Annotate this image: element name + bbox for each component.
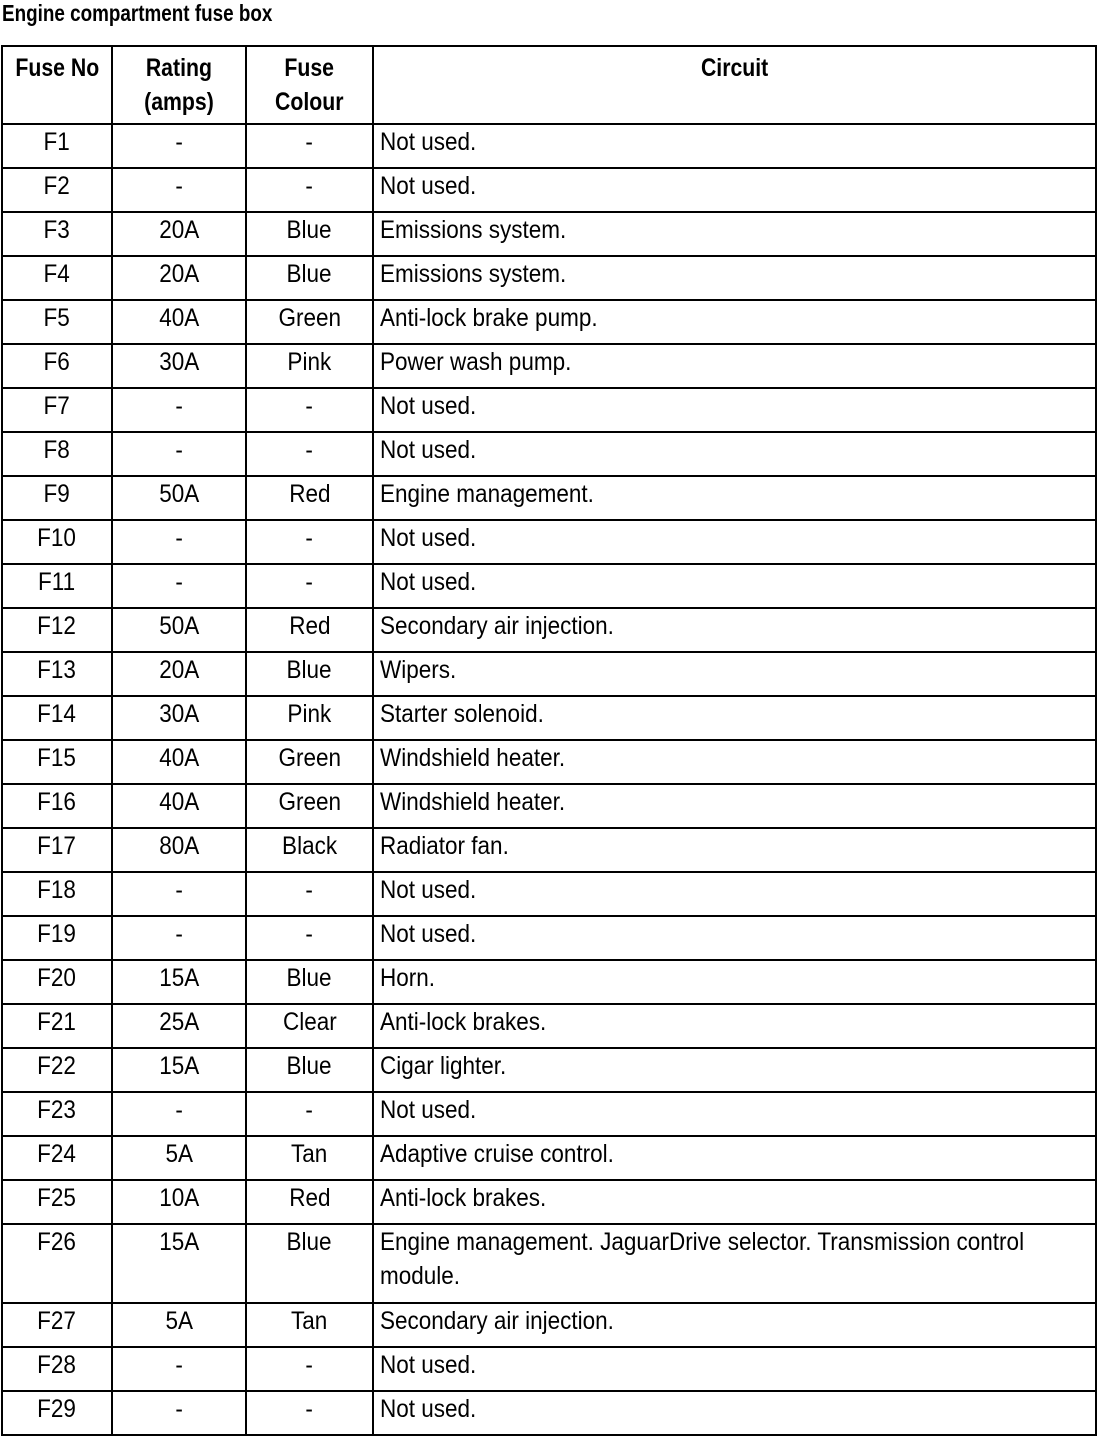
fuse-number-cell <box>2 124 112 168</box>
circuit-cell <box>373 476 1096 520</box>
colour-cell <box>246 1391 373 1435</box>
header-circuit-label: Circuit <box>700 54 769 82</box>
rating-cell-text: - <box>175 568 183 596</box>
rating-cell <box>112 476 246 520</box>
circuit-cell-text: Emissions system. <box>380 260 567 288</box>
rating-cell-text: - <box>175 1395 183 1423</box>
rating-cell-text: - <box>175 876 183 904</box>
fuse-number-cell <box>2 344 112 388</box>
circuit-cell <box>373 828 1096 872</box>
colour-cell-text: Clear <box>282 1008 337 1036</box>
table-row <box>2 520 1096 564</box>
colour-cell <box>246 1092 373 1136</box>
fuse-number-cell <box>2 1224 112 1303</box>
table-row <box>2 828 1096 872</box>
circuit-cell-text: Horn. <box>380 964 436 992</box>
circuit-cell-text: Not used. <box>380 128 477 156</box>
colour-cell <box>246 388 373 432</box>
table-row <box>2 300 1096 344</box>
circuit-cell <box>373 124 1096 168</box>
table-row <box>2 696 1096 740</box>
circuit-cell <box>373 344 1096 388</box>
rating-cell <box>112 872 246 916</box>
circuit-cell <box>373 388 1096 432</box>
table-row <box>2 256 1096 300</box>
fuse-number-cell-text: F18 <box>37 876 77 904</box>
fuse-number-cell <box>2 652 112 696</box>
fuse-number-cell <box>2 476 112 520</box>
rating-cell-text: 30A <box>158 700 200 728</box>
circuit-cell-text: Not used. <box>380 876 477 904</box>
circuit-cell-text: Engine management. JaguarDrive selector. Transmission control module. <box>380 1228 1025 1290</box>
rating-cell <box>112 168 246 212</box>
colour-cell-text: Red <box>288 480 331 508</box>
colour-cell <box>246 960 373 1004</box>
circuit-cell <box>373 652 1096 696</box>
fuse-number-cell-text: F22 <box>37 1052 77 1080</box>
circuit-cell <box>373 212 1096 256</box>
circuit-cell <box>373 872 1096 916</box>
circuit-cell-text: Not used. <box>380 524 477 552</box>
rating-cell-text: 5A <box>165 1140 193 1168</box>
fuse-number-cell-text: F3 <box>43 216 71 244</box>
rating-cell-text: 15A <box>158 1052 200 1080</box>
fuse-number-cell-text: F21 <box>37 1008 77 1036</box>
circuit-cell <box>373 1180 1096 1224</box>
rating-cell <box>112 1092 246 1136</box>
colour-cell-text: Blue <box>286 1052 333 1080</box>
colour-cell-text: - <box>305 436 314 464</box>
table-row <box>2 1391 1096 1435</box>
header-fuse-colour <box>246 46 373 124</box>
table-row <box>2 784 1096 828</box>
colour-cell <box>246 344 373 388</box>
table-row <box>2 344 1096 388</box>
colour-cell-text: Pink <box>287 348 332 376</box>
table-row <box>2 1048 1096 1092</box>
colour-cell-text: - <box>305 524 314 552</box>
fuse-number-cell <box>2 520 112 564</box>
fuse-number-cell-text: F6 <box>43 348 71 376</box>
table-row <box>2 388 1096 432</box>
fuse-number-cell <box>2 1391 112 1435</box>
fuse-number-cell-text: F28 <box>37 1351 77 1379</box>
circuit-cell-text: Not used. <box>380 392 477 420</box>
header-rating <box>112 46 246 124</box>
colour-cell <box>246 1347 373 1391</box>
colour-cell-text: Red <box>288 1184 331 1212</box>
fuse-number-cell-text: F11 <box>38 568 76 596</box>
colour-cell-text: Red <box>288 612 331 640</box>
fuse-number-cell-text: F16 <box>37 788 77 816</box>
fuse-number-cell <box>2 256 112 300</box>
fuse-number-cell-text: F9 <box>43 480 71 508</box>
fuse-number-cell-text: F4 <box>43 260 71 288</box>
circuit-cell-text: Power wash pump. <box>380 348 572 376</box>
fuse-number-cell <box>2 1004 112 1048</box>
circuit-cell <box>373 520 1096 564</box>
table-row <box>2 1180 1096 1224</box>
rating-cell <box>112 608 246 652</box>
table-row <box>2 1136 1096 1180</box>
circuit-cell-text: Not used. <box>380 920 477 948</box>
colour-cell-text: Blue <box>286 260 333 288</box>
table-row <box>2 916 1096 960</box>
table-row <box>2 608 1096 652</box>
circuit-cell-text: Not used. <box>380 436 477 464</box>
circuit-cell <box>373 1224 1096 1303</box>
circuit-cell-text: Anti-lock brake pump. <box>380 304 598 332</box>
fuse-number-cell-text: F19 <box>37 920 77 948</box>
colour-cell-text: - <box>305 172 314 200</box>
table-header-row <box>2 46 1096 124</box>
rating-cell <box>112 300 246 344</box>
rating-cell <box>112 344 246 388</box>
colour-cell <box>246 872 373 916</box>
rating-cell <box>112 256 246 300</box>
fuse-number-cell-text: F14 <box>37 700 77 728</box>
header-rating-line2: (amps) <box>144 88 214 116</box>
circuit-cell <box>373 960 1096 1004</box>
rating-cell <box>112 1347 246 1391</box>
fuse-number-cell <box>2 168 112 212</box>
rating-cell-text: - <box>175 920 183 948</box>
fuse-number-cell <box>2 388 112 432</box>
colour-cell-text: Tan <box>291 1307 328 1335</box>
circuit-cell <box>373 916 1096 960</box>
fuse-number-cell <box>2 960 112 1004</box>
colour-cell-text: - <box>305 876 314 904</box>
fuse-number-cell <box>2 1136 112 1180</box>
circuit-cell <box>373 608 1096 652</box>
table-row <box>2 476 1096 520</box>
table-row <box>2 168 1096 212</box>
rating-cell-text: 20A <box>158 216 200 244</box>
rating-cell-text: 15A <box>158 964 200 992</box>
circuit-cell-text: Anti-lock brakes. <box>380 1008 547 1036</box>
colour-cell-text: - <box>305 1351 314 1379</box>
circuit-cell <box>373 740 1096 784</box>
rating-cell <box>112 124 246 168</box>
fuse-number-cell-text: F2 <box>43 172 71 200</box>
colour-cell-text: Pink <box>287 700 332 728</box>
colour-cell-text: Green <box>278 304 341 332</box>
rating-cell <box>112 1180 246 1224</box>
fuse-number-cell-text: F13 <box>37 656 77 684</box>
header-fuse-no <box>2 46 112 124</box>
rating-cell-text: 30A <box>158 348 200 376</box>
table-row <box>2 872 1096 916</box>
fuse-number-cell <box>2 1180 112 1224</box>
rating-cell <box>112 652 246 696</box>
fuse-number-cell <box>2 1092 112 1136</box>
colour-cell-text: Blue <box>286 964 333 992</box>
circuit-cell-text: Not used. <box>380 568 477 596</box>
rating-cell <box>112 740 246 784</box>
fuse-number-cell-text: F23 <box>37 1096 77 1124</box>
colour-cell <box>246 1004 373 1048</box>
fuse-number-cell-text: F26 <box>37 1228 77 1256</box>
circuit-cell-text: Radiator fan. <box>380 832 509 860</box>
fuse-number-cell <box>2 784 112 828</box>
rating-cell-text: 25A <box>158 1008 200 1036</box>
circuit-cell-text: Wipers. <box>380 656 457 684</box>
circuit-cell-text: Not used. <box>380 1351 477 1379</box>
fuse-number-cell-text: F20 <box>37 964 77 992</box>
rating-cell <box>112 388 246 432</box>
rating-cell-text: 20A <box>158 260 200 288</box>
rating-cell <box>112 828 246 872</box>
colour-cell <box>246 168 373 212</box>
colour-cell <box>246 1180 373 1224</box>
table-row <box>2 212 1096 256</box>
page-title: Engine compartment fuse box <box>2 0 273 26</box>
circuit-cell <box>373 256 1096 300</box>
rating-cell-text: - <box>175 128 183 156</box>
circuit-cell-text: Engine management. <box>380 480 594 508</box>
circuit-cell <box>373 564 1096 608</box>
rating-cell-text: 40A <box>158 304 200 332</box>
rating-cell <box>112 520 246 564</box>
table-row <box>2 1347 1096 1391</box>
table-row <box>2 1224 1096 1303</box>
rating-cell-text: - <box>175 392 183 420</box>
colour-cell-text: Blue <box>286 656 333 684</box>
fuse-number-cell <box>2 696 112 740</box>
colour-cell-text: - <box>305 128 314 156</box>
circuit-cell <box>373 432 1096 476</box>
colour-cell <box>246 696 373 740</box>
fuse-number-cell-text: F10 <box>37 524 77 552</box>
colour-cell <box>246 608 373 652</box>
rating-cell <box>112 1004 246 1048</box>
rating-cell <box>112 784 246 828</box>
colour-cell-text: Green <box>278 744 341 772</box>
circuit-cell-text: Not used. <box>380 1395 477 1423</box>
fuse-number-cell-text: F25 <box>37 1184 77 1212</box>
table-row <box>2 960 1096 1004</box>
colour-cell <box>246 916 373 960</box>
circuit-cell <box>373 168 1096 212</box>
colour-cell <box>246 1303 373 1347</box>
table-row <box>2 564 1096 608</box>
fuse-number-cell <box>2 1347 112 1391</box>
colour-cell <box>246 564 373 608</box>
fuse-number-cell-text: F27 <box>37 1307 77 1335</box>
colour-cell-text: - <box>305 1096 314 1124</box>
rating-cell-text: 10A <box>158 1184 200 1212</box>
fuse-number-cell-text: F15 <box>37 744 77 772</box>
rating-cell-text: 20A <box>158 656 200 684</box>
rating-cell-text: 80A <box>158 832 200 860</box>
rating-cell-text: 5A <box>165 1307 193 1335</box>
fuse-number-cell <box>2 872 112 916</box>
colour-cell <box>246 1136 373 1180</box>
colour-cell-text: Blue <box>286 216 333 244</box>
fuse-number-cell <box>2 1303 112 1347</box>
fuse-number-cell-text: F1 <box>43 128 71 156</box>
rating-cell-text: - <box>175 1351 183 1379</box>
fuse-number-cell <box>2 564 112 608</box>
header-colour-line2: Colour <box>275 88 344 116</box>
colour-cell <box>246 828 373 872</box>
fuse-number-cell <box>2 740 112 784</box>
circuit-cell <box>373 1092 1096 1136</box>
rating-cell-text: - <box>175 524 183 552</box>
colour-cell <box>246 476 373 520</box>
colour-cell-text: - <box>305 1395 314 1423</box>
colour-cell-text: Black <box>281 832 338 860</box>
circuit-cell-text: Not used. <box>380 1096 477 1124</box>
fuse-number-cell <box>2 916 112 960</box>
rating-cell <box>112 212 246 256</box>
circuit-cell <box>373 1136 1096 1180</box>
fuse-number-cell <box>2 212 112 256</box>
fuse-number-cell-text: F17 <box>37 832 77 860</box>
rating-cell-text: 50A <box>158 612 200 640</box>
colour-cell <box>246 1224 373 1303</box>
circuit-cell-text: Starter solenoid. <box>380 700 544 728</box>
circuit-cell <box>373 300 1096 344</box>
circuit-cell <box>373 1004 1096 1048</box>
colour-cell-text: Blue <box>286 1228 333 1256</box>
circuit-cell <box>373 696 1096 740</box>
rating-cell-text: 15A <box>158 1228 200 1256</box>
table-row <box>2 124 1096 168</box>
fuse-table <box>1 45 1097 1436</box>
rating-cell <box>112 1391 246 1435</box>
circuit-cell-text: Cigar lighter. <box>380 1052 507 1080</box>
fuse-number-cell-text: F7 <box>43 392 71 420</box>
fuse-number-cell <box>2 300 112 344</box>
table-row <box>2 1092 1096 1136</box>
header-circuit <box>373 46 1096 124</box>
fuse-number-cell-text: F12 <box>37 612 77 640</box>
rating-cell <box>112 1303 246 1347</box>
colour-cell <box>246 300 373 344</box>
rating-cell <box>112 564 246 608</box>
circuit-cell <box>373 1303 1096 1347</box>
circuit-cell <box>373 1048 1096 1092</box>
colour-cell-text: Tan <box>291 1140 328 1168</box>
fuse-number-cell <box>2 828 112 872</box>
colour-cell <box>246 652 373 696</box>
table-row <box>2 1303 1096 1347</box>
colour-cell-text: - <box>305 568 314 596</box>
rating-cell-text: - <box>175 1096 183 1124</box>
table-row <box>2 1004 1096 1048</box>
rating-cell <box>112 432 246 476</box>
rating-cell <box>112 1136 246 1180</box>
fuse-number-cell-text: F5 <box>43 304 71 332</box>
circuit-cell-text: Adaptive cruise control. <box>380 1140 614 1168</box>
rating-cell <box>112 1224 246 1303</box>
rating-cell <box>112 1048 246 1092</box>
rating-cell-text: 40A <box>158 744 200 772</box>
colour-cell <box>246 256 373 300</box>
circuit-cell-text: Anti-lock brakes. <box>380 1184 547 1212</box>
circuit-cell-text: Windshield heater. <box>380 788 566 816</box>
fuse-number-cell-text: F8 <box>43 436 71 464</box>
colour-cell <box>246 784 373 828</box>
circuit-cell-text: Secondary air injection. <box>380 1307 614 1335</box>
circuit-cell-text: Emissions system. <box>380 216 567 244</box>
rating-cell-text: - <box>175 436 183 464</box>
colour-cell <box>246 124 373 168</box>
colour-cell <box>246 740 373 784</box>
circuit-cell <box>373 784 1096 828</box>
colour-cell <box>246 520 373 564</box>
fuse-number-cell <box>2 1048 112 1092</box>
table-row <box>2 652 1096 696</box>
colour-cell-text: - <box>305 392 314 420</box>
colour-cell <box>246 212 373 256</box>
circuit-cell-text: Windshield heater. <box>380 744 566 772</box>
rating-cell <box>112 960 246 1004</box>
rating-cell <box>112 696 246 740</box>
rating-cell-text: 50A <box>158 480 200 508</box>
rating-cell <box>112 916 246 960</box>
header-colour-line1: Fuse <box>284 54 335 82</box>
rating-cell-text: 40A <box>158 788 200 816</box>
fuse-number-cell-text: F24 <box>37 1140 77 1168</box>
circuit-cell <box>373 1391 1096 1435</box>
fuse-number-cell <box>2 432 112 476</box>
circuit-cell-text: Not used. <box>380 172 477 200</box>
colour-cell <box>246 1048 373 1092</box>
colour-cell-text: - <box>305 920 314 948</box>
table-row <box>2 432 1096 476</box>
circuit-cell-text: Secondary air injection. <box>380 612 614 640</box>
fuse-number-cell-text: F29 <box>37 1395 77 1423</box>
rating-cell-text: - <box>175 172 183 200</box>
header-rating-line1: Rating <box>145 54 213 82</box>
colour-cell <box>246 432 373 476</box>
header-fuse-no-label: Fuse No <box>15 54 99 82</box>
circuit-cell <box>373 1347 1096 1391</box>
table-row <box>2 740 1096 784</box>
table-body <box>2 124 1096 1435</box>
colour-cell-text: Green <box>278 788 341 816</box>
fuse-number-cell <box>2 608 112 652</box>
